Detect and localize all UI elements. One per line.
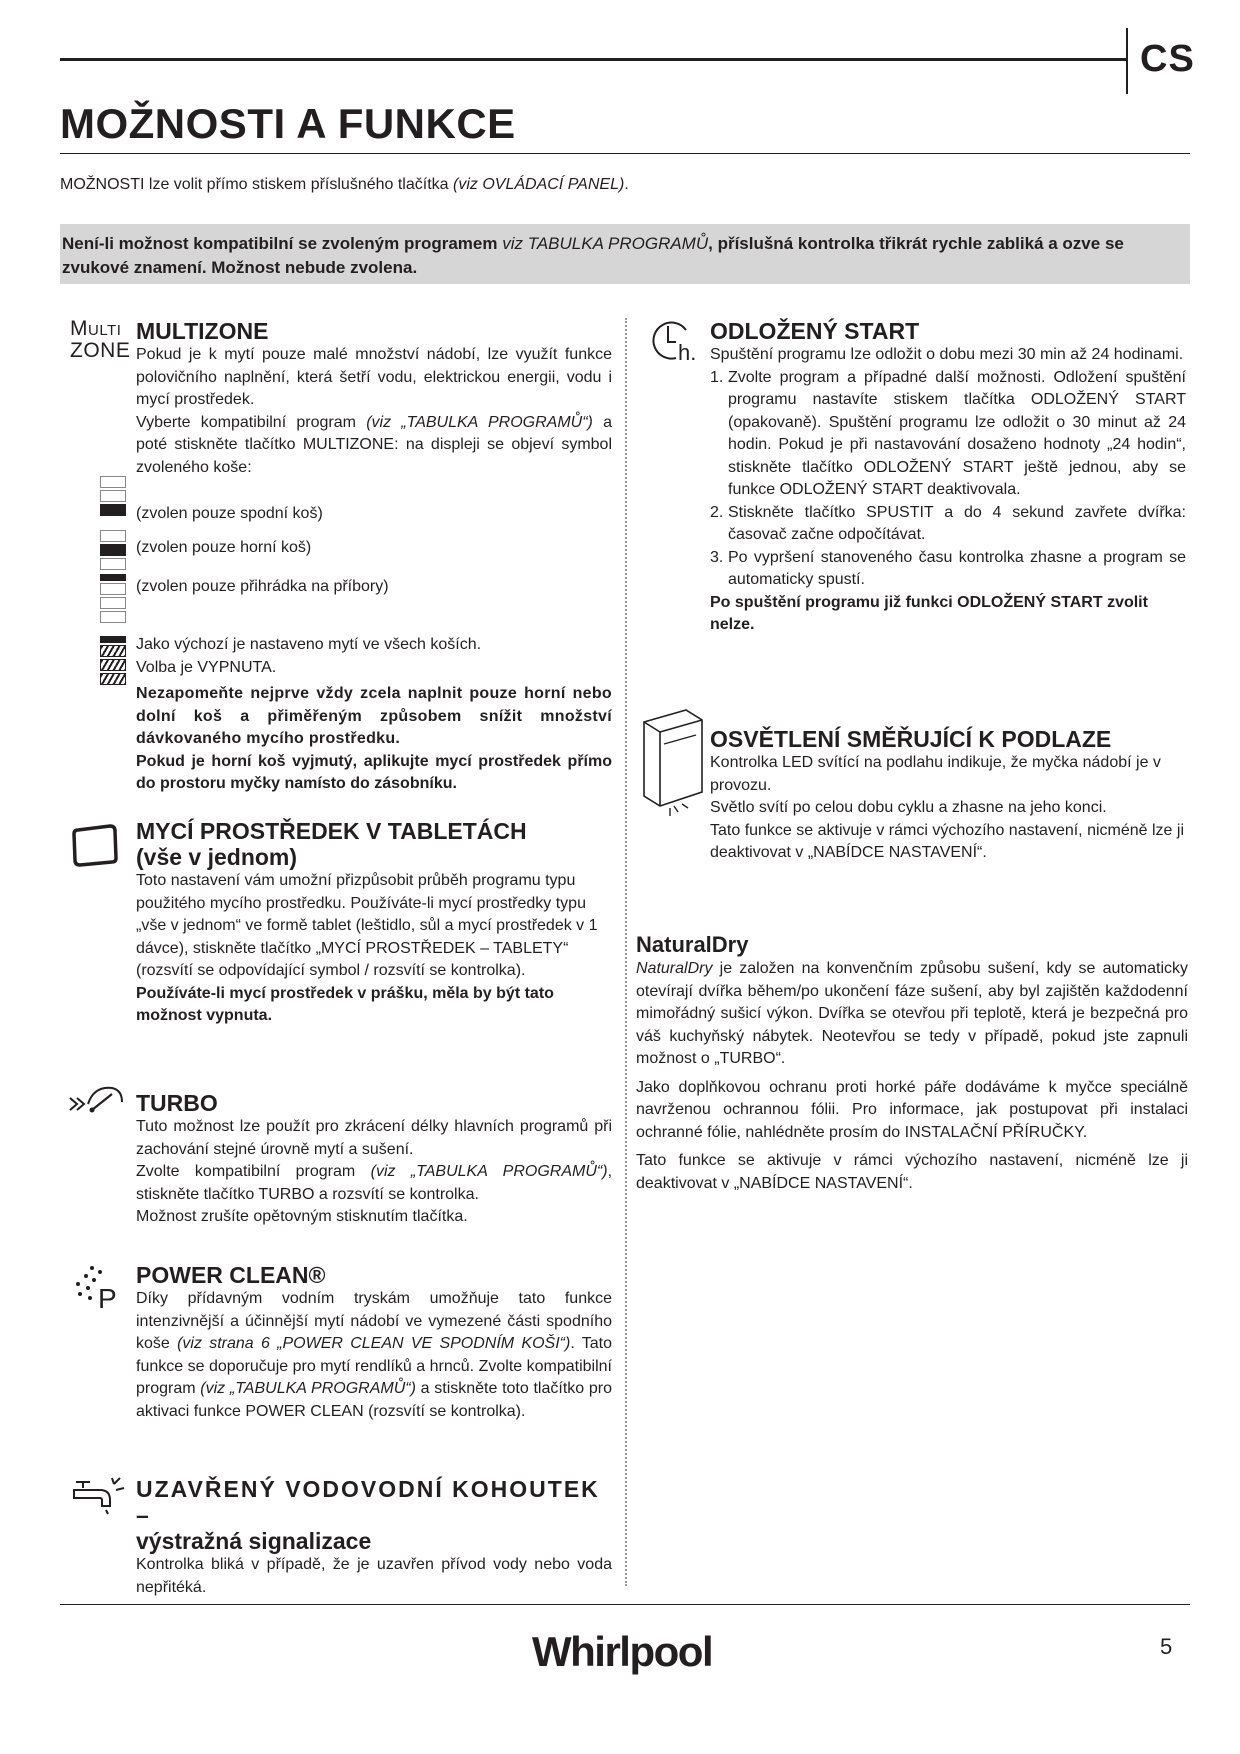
multizone-icon: Multi ZONE: [70, 317, 131, 362]
naturaldry-section: [636, 932, 1188, 1195]
svg-text:h.: h.: [678, 340, 697, 364]
list-item: 2. Stiskněte tlačítko SPUSTIT a do 4 sekund zavřete dvířka: časovač začne odpočítávat.: [710, 503, 1186, 543]
turbo-title: TURBO: [136, 1090, 218, 1116]
delay-start-paragraph: Spuštění programu lze odložit o dobu mezi 30 min až 24 hodinami.: [710, 346, 1184, 363]
tap-subtitle: výstražná signalizace: [136, 1528, 372, 1554]
power-clean-title: POWER CLEAN®: [136, 1262, 326, 1288]
language-code: CS: [1140, 38, 1195, 80]
tablets-subtitle: (vše v jednom): [136, 844, 298, 870]
dishwasher-floor-light-icon: [638, 708, 708, 818]
footer-rule: [60, 1604, 1190, 1605]
multizone-paragraph: Pokud je k mytí pouze malé množství nádobí, lze využít funkce polovičního naplnění, která šetří vodu, elektrickou energii, vodu i mycí prostředek.: [136, 346, 612, 408]
floor-light-title: OSVĚTLENÍ SMĚŘUJÍCÍ K PODLAZE: [710, 726, 1112, 752]
power-clean-paragraph: Díky přídavným vodním tryskám umožňuje tato funkce intenzivnější a účinnější mytí nádobí ve vymezené části spodního koše (viz strana 6 „POWER CLEAN VE SPODNÍM KOŠI“). Tato funkce se doporučuje pro mytí rendlíků a hrnců. Zvolte kompatibilní program (viz „TABULKA PROGRAMŮ“) a stiskněte toto tlačítko pro aktivaci funkce POWER CLEAN (rozsvítí se kontrolka).: [136, 1290, 613, 1420]
turbo-icon: [68, 1080, 124, 1120]
page-number: 5: [1160, 1634, 1173, 1659]
all-baskets-icon: [100, 636, 126, 687]
option-upper-basket: (zvolen pouze horní koš): [136, 539, 312, 556]
page-title: MOŽNOSTI A FUNKCE: [60, 100, 516, 147]
header-divider: [1126, 28, 1128, 94]
svg-text:P: P: [98, 1283, 117, 1312]
warning-box: Není-li možnost kompatibilní se zvoleným programem viz TABULKA PROGRAMŮ, příslušná kontrolka třikrát rychle zabliká a ozve se zvukové znamení. Možnost nebude zvolena.: [60, 224, 1190, 284]
lower-basket-icon: [100, 476, 126, 518]
multizone-instruction: Vyberte kompatibilní program (viz „TABULKA PROGRAMŮ“) a poté stiskněte tlačítko MULTIZONE: na displeji se objeví symbol zvoleného koše:: [136, 413, 612, 476]
turbo-cancel-text: Možnost zrušíte opětovným stisknutím tlačítka.: [136, 1208, 468, 1225]
tablet-icon: [70, 822, 120, 868]
multizone-title: MULTIZONE: [136, 318, 269, 344]
floor-light-default: Tato funkce se aktivuje v rámci výchozího nastavení, nicméně lze ji deaktivovat v „NABÍDCE NASTAVENÍ“.: [710, 821, 1184, 861]
multizone-default: Jako výchozí je nastaveno mytí ve všech koších. Volba je VYPNUTA. Nezapomeňte nejprve vždy zcela naplnit pouze horní nebo dolní koš a přiměřeným způsobem snížit množství dávkovaného mycího prostředku. Pokud je horní koš vyjmutý, aplikujte mycí prostředek přímo do prostoru myčky namísto do zásobníku.: [136, 636, 612, 792]
option-lower-basket: (zvolen pouze spodní koš): [136, 505, 323, 522]
naturaldry-default: Tato funkce se aktivuje v rámci výchozího nastavení, nicméně lze ji deaktivovat v „NABÍDCE NASTAVENÍ“.: [636, 1152, 1188, 1192]
tablets-title: MYCÍ PROSTŘEDEK V TABLETÁCH: [136, 818, 527, 844]
option-cutlery-tray: (zvolen pouze přihrádka na příbory): [136, 578, 389, 595]
turbo-instruction: Zvolte kompatibilní program (viz „TABULKA PROGRAMŮ“), stiskněte tlačítko TURBO a rozsvítí se kontrolka.: [136, 1163, 613, 1203]
whirlpool-logo: Whirlpool: [532, 1628, 713, 1675]
header-rule: [60, 58, 1126, 61]
title-rule: [60, 153, 1190, 154]
intro-text: MOŽNOSTI lze volit přímo stiskem příslušného tlačítka (viz OVLÁDACÍ PANEL).: [60, 176, 629, 193]
upper-basket-icon: [100, 530, 126, 572]
list-item: 3. Po vypršení stanoveného času kontrolka zhasne a program se automaticky spustí.: [710, 548, 1186, 588]
delay-start-steps: [710, 367, 1186, 592]
tap-paragraph: Kontrolka bliká v případě, že je uzavřen přívod vody nebo voda nepřitéká.: [136, 1556, 612, 1596]
multizone-section: [136, 318, 612, 479]
cutlery-tray-icon: [100, 574, 126, 625]
tap-section: [136, 1476, 612, 1599]
water-tap-icon: [70, 1476, 126, 1516]
tablets-paragraph: Toto nastavení vám umožní přizpůsobit průběh programu typu použitého mycího prostředku. Používáte-li mycí prostředky typu „vše v jednom“ ve formě tablet (leštidlo, sůl a mycí prostředek v 1 dávce), stiskněte tlačítko „MYCÍ PROSTŘEDEK – TABLETY“ (rozsvítí se odpovídající symbol / rozsvítí se kontrolka).: [136, 872, 598, 979]
tablets-section: [136, 818, 612, 1028]
list-item: 1. Zvolte program a případné další možnosti. Odložení spuštění programu nastavíte stiskem tlačítka ODLOŽENÝ START (opakovaně). Spuštění programu lze odložit o 30 minut až 24 hodin. Pokud je při nastavování dosaženo hodnoty „24 hodin“, stiskněte tlačítko ODLOŽENÝ START ještě jednou, aby se funkce ODLOŽENÝ START deaktivovala.: [710, 368, 1186, 498]
delay-start-icon: [646, 318, 704, 364]
delay-start-title: ODLOŽENÝ START: [710, 318, 920, 344]
tap-title: UZAVŘENÝ VODOVODNÍ KOHOUTEK –: [136, 1476, 600, 1528]
naturaldry-paragraph: NaturalDry je založen na konvenčním způsobu sušení, kdy se automaticky otevírají dvířka během/po ukončení fáze sušení, aby byl zajištěn každodenní mimořádný sušicí výkon. Dvířka se otevřou při teplotě, která je bezpečná pro váš kuchyňský nábytek. Neotevřou se tedy v případě, pokud jste zapnuli možnost o „TURBO“.: [636, 960, 1188, 1067]
naturaldry-title: NaturalDry: [636, 932, 749, 957]
naturaldry-protection: Jako doplňkovou ochranu proti horké páře dodáváme k myčce speciálně navrženou ochrannou fólii. Pro informace, jak postupovat při instalaci ochranné fólie, nahlédněte prosím do INSTALAČNÍ PŘÍRUČKY.: [636, 1078, 1188, 1141]
turbo-paragraph: Tuto možnost lze použít pro zkrácení délky hlavních programů při zachování stejné úrovně mytí a sušení.: [136, 1118, 612, 1158]
power-clean-icon: [72, 1262, 122, 1312]
floor-light-duration: Světlo svítí po celou dobu cyklu a zhasne na jeho konci.: [710, 799, 1107, 816]
delay-start-section: [710, 318, 1186, 637]
delay-start-note: Po spuštění programu již funkci ODLOŽENÝ START zvolit nelze.: [710, 593, 1148, 633]
tablets-note: Používáte-li mycí prostředek v prášku, měla by být tato možnost vypnuta.: [136, 984, 554, 1024]
floor-light-paragraph: Kontrolka LED svítící na podlahu indikuje, že myčka nádobí je v provozu.: [710, 754, 1161, 794]
floor-light-section: [710, 726, 1186, 865]
power-clean-section: [136, 1262, 612, 1423]
turbo-section: [136, 1090, 612, 1229]
column-divider: [625, 318, 627, 1586]
